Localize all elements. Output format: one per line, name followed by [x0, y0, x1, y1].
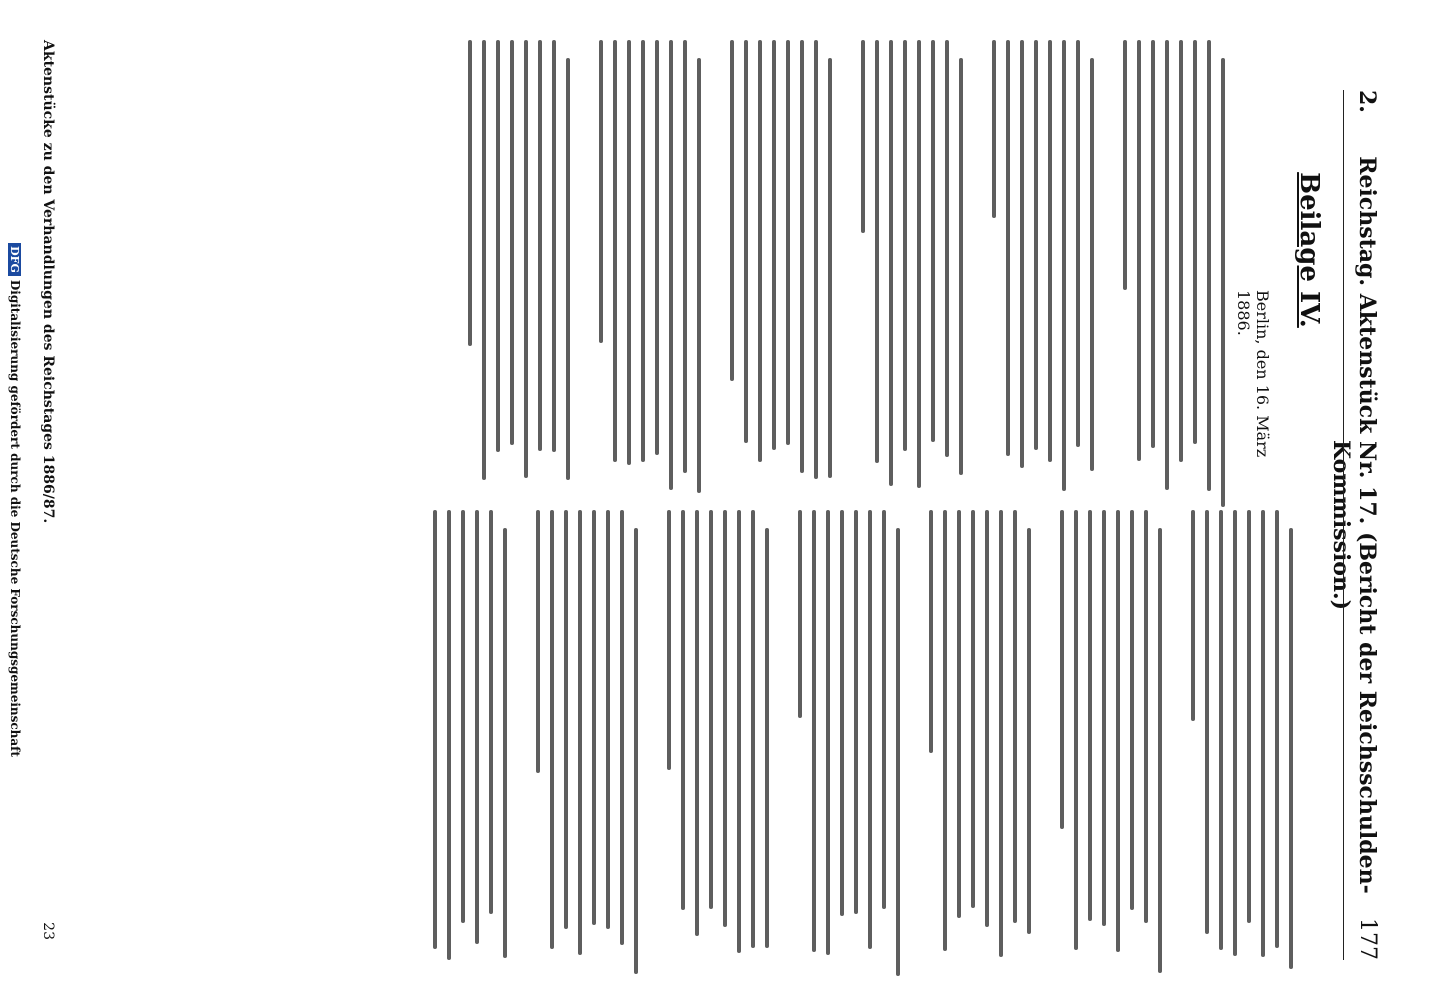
text-line	[943, 510, 947, 951]
text-line	[800, 40, 804, 473]
text-line	[737, 510, 741, 953]
text-line	[1060, 510, 1064, 829]
running-header	[1328, 90, 1380, 960]
dateline: Berlin, den 16. März 1886.	[1234, 290, 1272, 458]
text-line	[536, 510, 540, 773]
header-page-number: 177	[1355, 918, 1380, 960]
text-line	[945, 40, 949, 457]
text-line	[1116, 510, 1120, 952]
text-line	[475, 510, 479, 944]
beilage-heading: Beilage IV.	[1294, 172, 1324, 328]
text-line	[1219, 510, 1223, 950]
text-line	[1151, 40, 1155, 448]
text-line	[1137, 40, 1141, 461]
header-title: Reichstag. Aktenstück Nr. 17. (Bericht der Reichsschulden-Kommission.)	[1328, 156, 1380, 894]
text-line	[931, 40, 935, 442]
header-left-number: 2.	[1354, 90, 1380, 113]
text-line	[889, 40, 893, 486]
text-line	[1076, 40, 1080, 447]
text-line	[606, 510, 610, 929]
text-line	[620, 510, 624, 945]
text-line	[1102, 510, 1106, 926]
text-line	[669, 40, 673, 490]
left-column	[120, 40, 1302, 495]
text-line	[903, 40, 907, 451]
text-line	[566, 58, 570, 480]
paragraph-gap	[516, 510, 526, 960]
text-line	[1074, 510, 1078, 950]
text-line	[765, 528, 769, 948]
text-line	[1144, 510, 1148, 923]
text-line	[667, 510, 671, 770]
text-line	[1233, 510, 1237, 956]
text-line	[433, 510, 437, 949]
text-line	[1158, 528, 1162, 973]
text-line	[1130, 510, 1134, 910]
text-line	[1179, 40, 1183, 462]
paragraph-gap	[1040, 510, 1050, 960]
text-line	[828, 58, 832, 478]
text-line	[461, 510, 465, 923]
paragraph-gap	[1171, 510, 1181, 960]
paragraph-gap	[579, 40, 589, 495]
text-line	[744, 40, 748, 443]
dfg-logo: DFG	[8, 243, 21, 276]
text-line	[538, 40, 542, 451]
footer-page-number: 23	[40, 922, 56, 940]
text-line	[1034, 40, 1038, 450]
text-line	[1013, 510, 1017, 923]
text-line	[814, 40, 818, 479]
paragraph-gap	[710, 40, 720, 495]
text-line	[868, 510, 872, 949]
paragraph-gap	[647, 510, 657, 960]
text-line	[999, 510, 1003, 957]
text-line	[971, 510, 975, 908]
text-line	[578, 510, 582, 955]
text-line	[1193, 40, 1197, 444]
text-line	[1221, 58, 1225, 507]
paragraph-gap	[972, 40, 982, 495]
text-line	[957, 510, 961, 918]
text-line	[896, 528, 900, 976]
text-line	[496, 40, 500, 452]
text-line	[786, 40, 790, 445]
text-line	[1205, 510, 1209, 934]
text-line	[882, 510, 886, 909]
text-line	[1062, 40, 1066, 491]
text-line	[1123, 40, 1127, 290]
text-line	[1275, 510, 1279, 948]
text-line	[875, 40, 879, 463]
text-line	[1006, 40, 1010, 456]
text-line	[552, 40, 556, 452]
text-line	[468, 40, 472, 346]
text-line	[992, 40, 996, 218]
text-line	[723, 510, 727, 927]
header-rule	[1343, 90, 1344, 960]
text-line	[550, 510, 554, 949]
text-line	[812, 510, 816, 952]
paragraph-gap	[841, 40, 851, 495]
text-line	[1048, 40, 1052, 462]
text-line	[772, 40, 776, 450]
footer-citation: Aktenstücke zu den Verhandlungen des Reichstages 1886/87.	[40, 40, 56, 524]
text-line	[634, 528, 638, 974]
text-line	[985, 510, 989, 927]
text-line	[730, 40, 734, 381]
right-column	[120, 510, 1302, 960]
text-line	[681, 510, 685, 910]
text-line	[564, 510, 568, 929]
text-line	[1247, 510, 1251, 923]
text-line	[709, 510, 713, 909]
text-line	[655, 40, 659, 455]
text-line	[599, 40, 603, 343]
text-line	[1191, 510, 1195, 721]
text-line	[695, 510, 699, 936]
text-line	[641, 40, 645, 462]
text-line	[1289, 528, 1293, 969]
text-line	[627, 40, 631, 465]
text-line	[1088, 510, 1092, 921]
text-line	[524, 40, 528, 478]
text-line	[1020, 40, 1024, 468]
text-line	[613, 40, 617, 462]
text-line	[826, 510, 830, 955]
text-line	[503, 528, 507, 958]
paragraph-gap	[909, 510, 919, 960]
text-line	[510, 40, 514, 445]
text-line	[697, 58, 701, 493]
digitization-note-text: Digitalisierung gefördert durch die Deutsche Forschungsgemeinschaft	[8, 279, 22, 757]
digitization-note	[0, 0, 22, 1000]
text-line	[683, 40, 687, 473]
text-line	[489, 510, 493, 914]
text-line	[959, 58, 963, 475]
paragraph-gap	[778, 510, 788, 960]
text-line	[1261, 510, 1265, 957]
text-line	[917, 40, 921, 488]
text-line	[929, 510, 933, 753]
text-line	[840, 510, 844, 916]
text-line	[482, 40, 486, 480]
text-line	[1027, 528, 1031, 934]
text-line	[1207, 40, 1211, 491]
text-line	[758, 40, 762, 462]
text-line	[592, 510, 596, 925]
text-line	[1165, 40, 1169, 490]
paragraph-gap	[448, 40, 458, 495]
paragraph-gap	[1103, 40, 1113, 495]
text-line	[854, 510, 858, 914]
text-line	[798, 510, 802, 718]
text-line	[751, 510, 755, 948]
text-line	[1090, 58, 1094, 471]
text-line	[861, 40, 865, 233]
text-line	[447, 510, 451, 960]
